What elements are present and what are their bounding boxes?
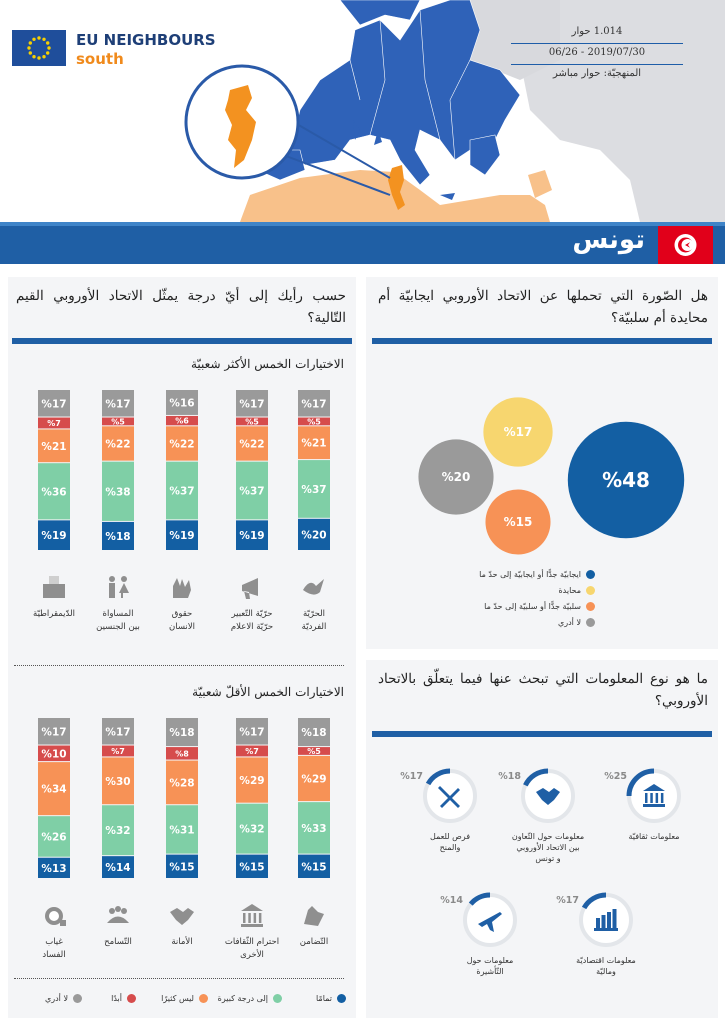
info-label-3-1: وماليّة	[596, 967, 616, 976]
top-bar-0-label-0: %20	[301, 529, 327, 542]
info-item-2	[400, 771, 475, 852]
top-bar-3-label-3: %5	[111, 417, 125, 427]
top-bar-3	[102, 390, 134, 550]
megaphone-icon	[242, 578, 258, 599]
survey-meta	[511, 24, 683, 84]
bottom-bar-0-label-3: %5	[307, 746, 321, 756]
image-legend-0: ايجابيّة جدًّا أو ايجابيّة إلى حدّ ما	[395, 570, 595, 579]
bottom-bar-1-label-4: %17	[239, 726, 265, 739]
top-bar-3-label-4: %17	[105, 398, 131, 411]
bottom-bar-1-label-3: %7	[245, 746, 259, 756]
interviews-count: 1.014 حوار	[571, 26, 623, 37]
top-bar-2-label-0: %19	[169, 530, 195, 543]
info-label-0-0: معلومات ثقافيّة	[628, 832, 680, 841]
country-name: تونس	[572, 225, 645, 255]
top-bar-3-label-2: %22	[105, 438, 131, 451]
bottom-bar-4-name-0: غياب	[45, 937, 63, 947]
top-bar-4-label-0: %19	[41, 530, 67, 543]
bottom-bar-2-label-2: %28	[169, 777, 195, 790]
bubble-label-3: %20	[441, 470, 471, 484]
bubble-label-1: %17	[503, 425, 533, 439]
top-bar-3-label-1: %38	[105, 486, 131, 499]
bottom-bar-4-name-1: الفساد	[42, 950, 66, 960]
helping-hands-icon	[304, 906, 324, 926]
top-bar-4	[38, 390, 70, 550]
top-bar-3-name-0: المساواة	[102, 609, 134, 619]
info-item-0	[604, 771, 679, 841]
survey-dates: 2019/07/30 - 06/26	[548, 47, 646, 58]
info-item-3	[556, 895, 636, 976]
top-bar-0-name-0: الحرّيّة	[302, 609, 326, 619]
top-bar-0-name-1: الفرديّة	[301, 622, 327, 632]
values-legend-2: ليس كثيرًا	[132, 994, 208, 1003]
info-item-4	[440, 895, 515, 976]
institution-icon	[241, 904, 263, 927]
bottom-five-title: الاختيارات الخمس الأقلّ شعبيّة	[192, 685, 344, 699]
bottom-bar-2-name-0: الأمانة	[171, 937, 193, 947]
bottom-bar-3-label-3: %7	[111, 746, 125, 756]
image-legend-3: لا أدري	[395, 618, 595, 627]
bubble-label-0: %48	[602, 468, 650, 492]
top-bar-1-name-0: حرّيّة التّعبير	[231, 609, 273, 619]
bottom-bar-0-label-2: %29	[301, 773, 327, 786]
image-legend-1: محايدة	[395, 586, 595, 595]
top-bar-1-name-1: حرّيّة الاعلام	[230, 622, 274, 632]
top-bar-1-label-4: %17	[239, 398, 265, 411]
ballot-box-icon	[43, 576, 65, 598]
bottom-bar-3-label-1: %32	[105, 825, 131, 838]
info-value-2: %17	[400, 771, 423, 782]
bottom-bar-4-label-2: %34	[41, 783, 67, 796]
top-bar-1-label-0: %19	[239, 530, 265, 543]
image-bubble-chart	[366, 380, 718, 580]
top-bar-1-label-3: %5	[245, 417, 259, 427]
top-bar-2-label-4: %16	[169, 397, 195, 410]
info-item-1	[498, 771, 584, 863]
top-bar-0-label-2: %21	[301, 437, 327, 450]
top-bar-4-label-2: %21	[41, 440, 67, 453]
top-bar-3-name-1: بين الجنسين	[96, 622, 140, 632]
dove-icon	[303, 579, 324, 595]
bottom-bar-1-label-2: %29	[239, 775, 265, 788]
image-question-rule	[372, 338, 712, 344]
info-label-1-0: معلومات حول التّعاون	[511, 832, 585, 841]
info-value-1: %18	[498, 771, 521, 782]
bottom-bar-2	[166, 718, 198, 878]
info-value-3: %17	[556, 895, 579, 906]
top-bar-0-label-3: %5	[307, 417, 321, 427]
top-bar-2-label-2: %22	[169, 438, 195, 451]
country-title-bar	[0, 222, 725, 264]
top-five-title: الاختيارات الخمس الأكثر شعبيّة	[191, 357, 344, 371]
info-label-1-1: بين الاتحاد الأوروبي	[516, 843, 580, 852]
bottom-bar-2-label-0: %15	[169, 861, 195, 874]
bottom-bar-3-label-4: %17	[105, 726, 131, 739]
top-bar-4-label-3: %7	[47, 418, 61, 428]
bottom-bar-0-label-1: %33	[301, 822, 327, 835]
values-legend-3: أبدًا	[60, 994, 136, 1003]
bottom-bar-1-label-0: %15	[239, 861, 265, 874]
top-bar-0	[298, 390, 330, 550]
image-question: هل الصّورة التي تحملها عن الاتحاد الأوروبي ايجابيّة أم محايدة أم سلبيّة؟	[378, 288, 708, 326]
values-stacked-bars	[8, 380, 356, 980]
bottom-bar-1	[236, 718, 268, 878]
bottom-bar-2-label-4: %18	[169, 727, 195, 740]
top-bar-1-label-2: %22	[239, 438, 265, 451]
bottom-bar-1-name-1: الأخرى	[240, 950, 264, 960]
bottom-bar-4-label-4: %17	[41, 726, 67, 739]
handshake-icon	[170, 908, 194, 925]
top-bar-0-label-1: %37	[301, 483, 327, 496]
values-question: حسب رأيك إلى أيّ درجة يمثّل الاتحاد الأوروبي القيم التّالية؟	[16, 288, 346, 326]
survey-method: المنهجيّة: حوار مباشر	[552, 68, 642, 79]
info-donut-chart	[366, 740, 718, 1018]
bottom-bar-3-name-0: التّسامح	[104, 937, 132, 947]
no-bribe-icon	[45, 907, 66, 926]
bottom-bar-4	[38, 718, 70, 878]
bubble-label-2: %15	[503, 515, 533, 529]
header	[0, 0, 725, 222]
tunisia-flag-icon	[658, 226, 713, 264]
raised-hands-icon	[173, 578, 191, 598]
legend-divider	[14, 978, 344, 979]
eu-flag-icon	[12, 30, 66, 66]
bottom-bar-2-label-3: %8	[175, 749, 189, 759]
top-bar-4-label-1: %36	[41, 486, 67, 499]
top-bar-3-label-0: %18	[105, 530, 131, 543]
info-label-4-0: معلومات حول	[466, 956, 514, 965]
top-bar-0-label-4: %17	[301, 398, 327, 411]
info-label-2-0: فرص للعمل	[429, 832, 471, 841]
info-value-4: %14	[440, 895, 463, 906]
info-label-2-1: والمنح	[439, 843, 461, 852]
info-question: ما هو نوع المعلومات التي تبحث عنها فيما يتعلّق بالاتحاد الأوروبي؟	[378, 671, 708, 709]
image-legend-2: سلبيّة جدًّا أو سلبيّة إلى حدّ ما	[395, 602, 595, 611]
bottom-bar-4-label-0: %13	[41, 862, 67, 875]
people-group-icon	[107, 906, 129, 923]
info-question-rule	[372, 731, 712, 737]
values-legend-0: تمامًا	[270, 994, 346, 1003]
info-value-0: %25	[604, 771, 627, 782]
top-bar-2-label-3: %6	[175, 416, 189, 426]
bottom-bar-3-label-0: %14	[105, 862, 131, 875]
top-bar-2	[166, 390, 198, 550]
top-bar-4-name-0: الدّيمقراطيّة	[33, 609, 75, 619]
eu-neighbours-logo	[12, 30, 216, 70]
bottom-bar-0-name-0: التّضامن	[299, 937, 329, 947]
bottom-bar-4-label-1: %26	[41, 831, 67, 844]
top-bar-2-name-0: حقوق	[171, 609, 193, 619]
info-label-4-1: التّأشيرة	[476, 967, 504, 976]
top-bar-2-label-1: %37	[169, 485, 195, 498]
info-label-3-0: معلومات اقتصاديّة	[576, 956, 636, 965]
brand-line2: south	[76, 50, 124, 68]
values-question-rule	[12, 338, 352, 344]
brand-line1: EU NEIGHBOURS	[76, 31, 216, 49]
bottom-bar-0-label-0: %15	[301, 861, 327, 874]
values-legend-1: إلى درجة كبيرة	[206, 994, 282, 1003]
bottom-bar-1-name-0: احترام الثّقافات	[224, 937, 280, 947]
top-bar-4-label-4: %17	[41, 398, 67, 411]
man-woman-icon	[109, 576, 129, 598]
values-legend-4: لا أدري	[6, 994, 82, 1003]
top-bar-2-name-1: الانسان	[169, 622, 195, 632]
bottom-bar-3-label-2: %30	[105, 775, 131, 788]
bottom-bar-1-label-1: %32	[239, 823, 265, 836]
top-bar-1-label-1: %37	[239, 485, 265, 498]
info-label-1-2: و تونس	[535, 854, 561, 863]
bottom-bar-0-label-4: %18	[301, 727, 327, 740]
bottom-bar-4-label-3: %10	[41, 748, 67, 761]
bottom-bar-0	[298, 718, 330, 878]
bottom-bar-2-label-1: %31	[169, 824, 195, 837]
top-bar-1	[236, 390, 268, 550]
bottom-bar-3	[102, 718, 134, 878]
